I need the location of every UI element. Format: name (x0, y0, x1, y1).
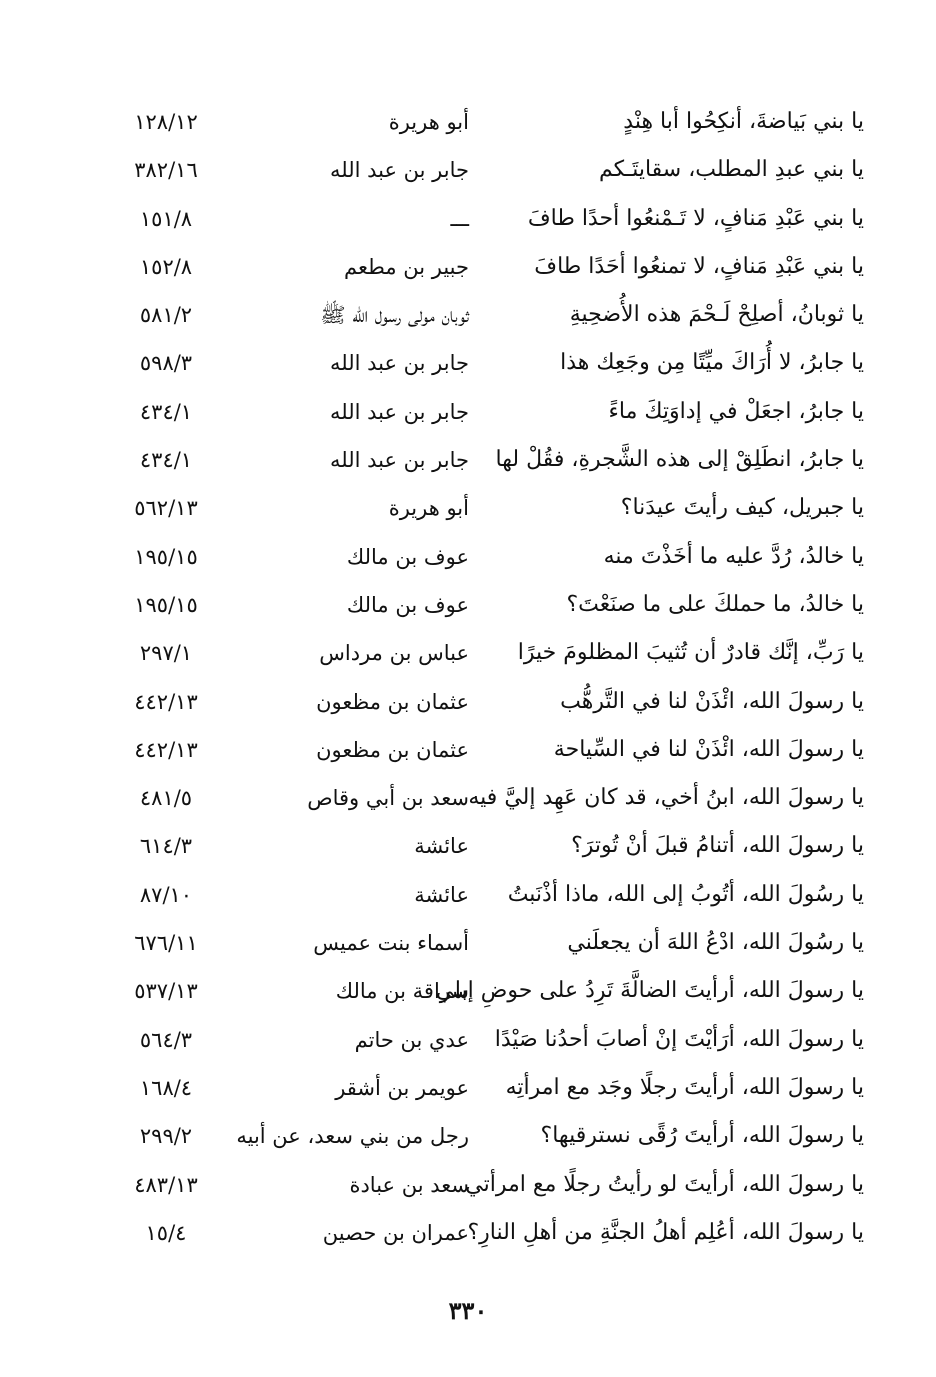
volume-page-reference: ٥٦٢/١٣ (134, 496, 198, 521)
volume-page-reference: ٦١٤/٣ (139, 834, 193, 859)
hadith-opening-phrase: يا رسولَ الله، أرأيتَ رُقًى نسترقيها؟ (540, 1123, 864, 1149)
index-row (108, 871, 864, 919)
volume-page-reference: ١٩٥/١٥ (134, 544, 198, 569)
index-row (108, 919, 864, 967)
index-row (108, 98, 864, 146)
hadith-opening-phrase: يا رسولَ الله، أتنامُ قبلَ أنْ تُوترَ؟ (571, 833, 864, 859)
hadith-opening-phrase: يا بني بَياضةَ، أنكِحُوا أبا هِنْدٍ (623, 109, 864, 134)
index-row (108, 629, 864, 677)
volume-page-reference: ١٥٢/٨ (139, 254, 193, 279)
hadith-opening-phrase: يا رسولَ الله، أرأيتَ لو رأيتُ رجلًا مع امرأتي (465, 1171, 864, 1197)
narrator-name: عوف بن مالك (346, 544, 469, 569)
hadith-index-table (108, 98, 864, 1257)
narrator-name: عباس بن مرداس (319, 641, 469, 666)
narrator-name: رجل من بني سعد، عن أبيه (236, 1124, 469, 1149)
index-row (108, 195, 864, 243)
narrator-name: عدي بن حاتم (354, 1027, 469, 1052)
index-row (108, 291, 864, 339)
narrator-name: عائشة (414, 882, 469, 907)
narrator-name: عويمر بن أشقر (335, 1075, 469, 1100)
hadith-opening-phrase: يا بني عبدِ المطلب، سقايتَـكم (598, 157, 864, 183)
hadith-opening-phrase: يا رسُولَ الله، ادْعُ اللهَ أن يجعلَني (567, 930, 864, 956)
volume-page-reference: ١٦٨/٤ (139, 1075, 193, 1100)
narrator-name: عوف بن مالك (346, 592, 469, 617)
narrator-name: جابر بن عبد الله (329, 448, 469, 473)
hadith-opening-phrase: يا رسولَ الله، أعُلِم أهلُ الجنَّةِ من أهلِ النارِ؟ (467, 1219, 864, 1245)
hadith-opening-phrase: يا جابرُ، اجعَلْ في إداوَتِكَ ماءً (608, 398, 864, 424)
index-row (108, 339, 864, 387)
volume-page-reference: ٥٨١/٢ (139, 303, 193, 328)
narrator-name: ـــ (450, 206, 469, 231)
index-row (108, 1016, 864, 1064)
hadith-opening-phrase: يا خالدُ، ما حملكَ على ما صنَعْتَ؟ (566, 591, 864, 617)
index-row (108, 774, 864, 822)
narrator-name: جابر بن عبد الله (329, 399, 469, 424)
volume-page-reference: ٤٤٢/١٣ (134, 737, 198, 762)
index-row (108, 1064, 864, 1112)
narrator-name: عمران بن حصين (322, 1220, 469, 1245)
hadith-opening-phrase: يا جابرُ، انطَلِقْ إلى هذه الشَّجرةِ، فقُلْ لها (495, 447, 864, 473)
page-number: ٣٣٠ (448, 1296, 488, 1325)
narrator-name: عائشة (414, 834, 469, 859)
hadith-opening-phrase: يا رسولَ الله، أرأيتَ الضالَّةَ تَرِدُ على حوضِ إبلي (435, 978, 864, 1004)
hadith-opening-phrase: يا جبريل، كيف رأيتَ عيدَنا؟ (620, 495, 864, 521)
hadith-opening-phrase: يا بني عَبْدِ مَنافٍ، لا تَـمْنعُوا أحدًا طافَ (527, 205, 864, 231)
volume-page-reference: ٣٨٢/١٦ (134, 158, 198, 183)
narrator-name: جبير بن مطعم (343, 254, 469, 279)
volume-page-reference: ٤٤٢/١٣ (134, 689, 198, 714)
narrator-name: جابر بن عبد الله (329, 158, 469, 183)
index-row (108, 436, 864, 484)
hadith-opening-phrase: يا رسولَ الله، أرَأيْتَ إنْ أصابَ أحدُنا صَيْدًا (494, 1026, 864, 1052)
hadith-opening-phrase: يا رسولَ الله، ابنُ أخي، قد كان عَهِد إليَّ فيه (468, 785, 864, 811)
volume-page-reference: ٤٣٤/١ (139, 448, 193, 473)
index-row (108, 967, 864, 1015)
index-row (108, 581, 864, 629)
volume-page-reference: ٢٩٧/١ (139, 641, 193, 666)
hadith-opening-phrase: يا خالدُ، رُدَّ عليه ما أخَذْتَ منه (603, 543, 864, 569)
hadith-opening-phrase: يا بني عَبْدِ مَنافٍ، لا تمنعُوا أحَدًا طافَ (534, 253, 864, 279)
index-row (108, 1209, 864, 1257)
hadith-opening-phrase: يا رسولَ الله، ائْذَنْ لنا في التَّرهُّب (560, 688, 864, 714)
index-row (108, 388, 864, 436)
volume-page-reference: ١٥/٤ (145, 1220, 187, 1245)
narrator-name: جابر بن عبد الله (329, 351, 469, 376)
hadith-opening-phrase: يا رسولَ الله، أرأيتَ رجلًا وجَد مع امرأتِه (505, 1074, 864, 1100)
volume-page-reference: ١٩٥/١٥ (134, 592, 198, 617)
volume-page-reference: ٥٦٤/٣ (139, 1027, 193, 1052)
narrator-name: أبو هريرة (388, 110, 469, 134)
narrator-name: عثمان بن مظعون (316, 737, 469, 762)
volume-page-reference: ٤٣٤/١ (139, 399, 193, 424)
narrator-name: أبو هريرة (388, 496, 469, 521)
hadith-opening-phrase: يا رَبِّ، إنَّك قادرٌ أن تُثيبَ المظلومَ خيرًا (517, 640, 864, 666)
volume-page-reference: ٥٩٨/٣ (139, 351, 193, 376)
volume-page-reference: ٨٧/١٠ (139, 882, 193, 907)
volume-page-reference: ١٥١/٨ (139, 206, 193, 231)
index-row (108, 484, 864, 532)
index-row (108, 146, 864, 194)
index-row (108, 678, 864, 726)
index-row (108, 1161, 864, 1209)
volume-page-reference: ٦٧٦/١١ (134, 931, 198, 956)
narrator-name: أسماء بنت عميس (313, 931, 469, 956)
narrator-name: سراقة بن مالك (335, 979, 469, 1004)
index-row (108, 1112, 864, 1160)
hadith-opening-phrase: يا ثوبانُ، أصلِحْ لَـحْمَ هذه الأُضحِيةِ (569, 302, 864, 328)
hadith-opening-phrase: يا جابرُ، لا أُرَاكَ ميِّتًا مِن وجَعِك هذا (560, 350, 864, 376)
volume-page-reference: ٢٩٩/٢ (139, 1124, 193, 1149)
index-row (108, 726, 864, 774)
index-row (108, 243, 864, 291)
index-row (108, 822, 864, 870)
hadith-opening-phrase: يا رسُولَ الله، أتُوبُ إلى الله، ماذا أذْنَبتُ (507, 881, 864, 907)
volume-page-reference: ٥٣٧/١٣ (134, 979, 198, 1004)
volume-page-reference: ٤٨٣/١٣ (134, 1172, 198, 1197)
volume-page-reference: ٤٨١/٥ (139, 786, 193, 811)
hadith-opening-phrase: يا رسولَ الله، ائْذَنْ لنا في السِّياحة (553, 736, 864, 762)
index-row (108, 533, 864, 581)
volume-page-reference: ١٢٨/١٢ (134, 110, 198, 134)
narrator-name: ثوبان مولى رسول الله ﷺ (320, 303, 469, 328)
narrator-name: عثمان بن مظعون (316, 689, 469, 714)
narrator-name: سعد بن أبي وقاص (307, 786, 469, 811)
narrator-name: سعد بن عبادة (349, 1172, 469, 1197)
